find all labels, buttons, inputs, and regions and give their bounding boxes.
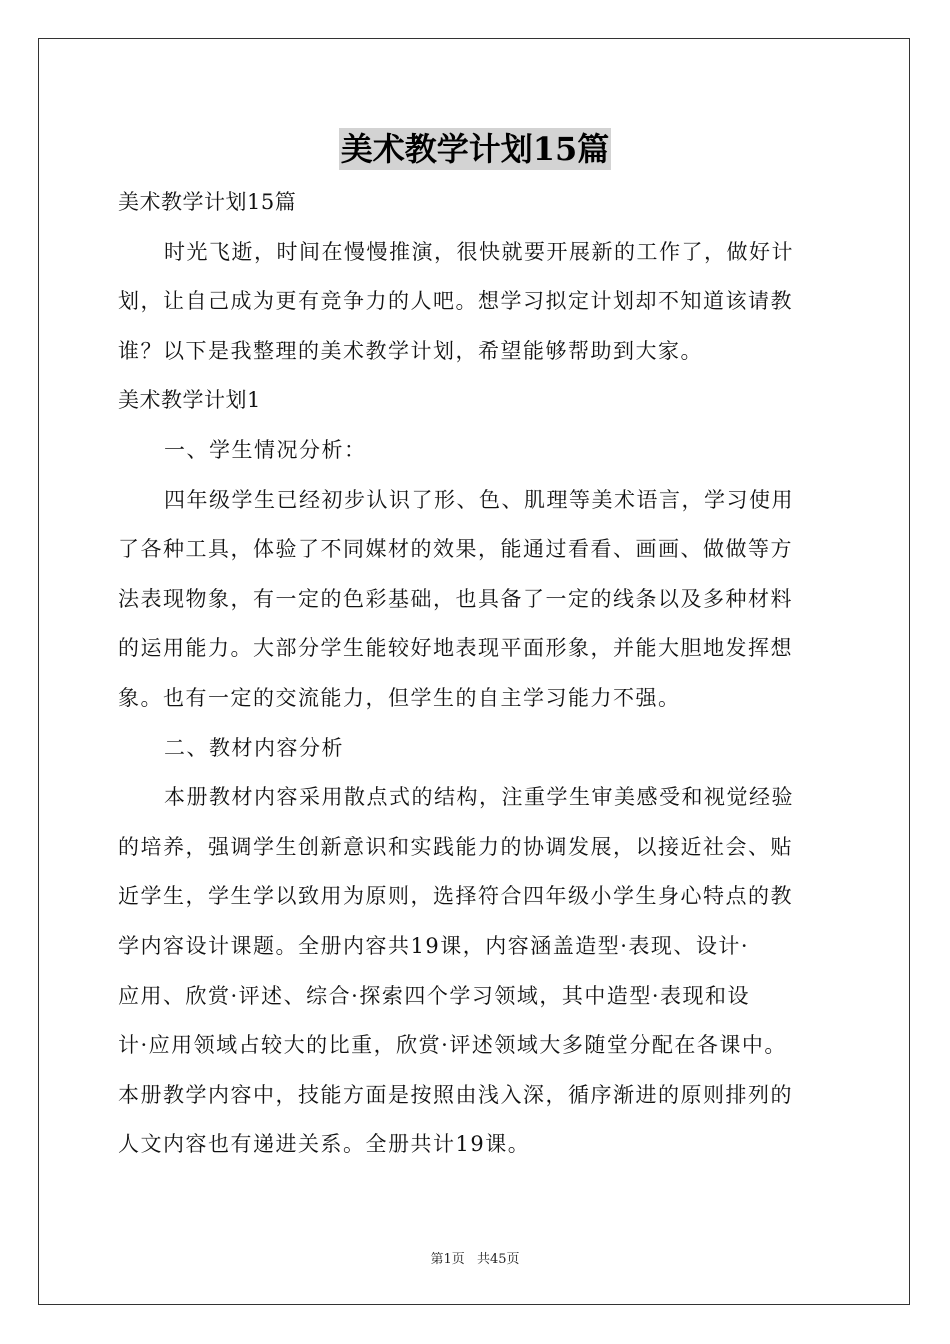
document-title: 美术教学计划15篇: [340, 130, 610, 168]
paragraph-line: 谁？以下是我整理的美术教学计划，希望能够帮助到大家。: [118, 338, 703, 363]
section-heading: 美术教学计划1: [118, 388, 261, 413]
paragraph-line: 四年级学生已经初步认识了形、色、肌理等美术语言，学习使用: [164, 487, 794, 512]
paragraph-line: 学内容设计课题。全册内容共19课，内容涵盖造型·表现、设计·: [118, 933, 750, 958]
document-body: [118, 178, 840, 1170]
paragraph-line: 应用、欣赏·评述、综合·探索四个学习领域，其中造型·表现和设: [118, 983, 751, 1008]
paragraph-line: 象。也有一定的交流能力，但学生的自主学习能力不强。: [118, 685, 681, 710]
paragraph-line: 近学生，学生学以致用为原则，选择符合四年级小学生身心特点的教: [118, 884, 793, 909]
subtitle-line: 美术教学计划15篇: [118, 190, 297, 214]
paragraph-line: 了各种工具，体验了不同媒材的效果，能通过看看、画画、做做等方: [118, 537, 793, 562]
paragraph-line: 人文内容也有递进关系。全册共计19课。: [118, 1132, 531, 1157]
page-footer: [0, 1248, 950, 1267]
paragraph-line: 法表现物象，有一定的色彩基础，也具备了一定的线条以及多种材料: [118, 586, 793, 611]
paragraph-line: 时光飞逝，时间在慢慢推演，很快就要开展新的工作了，做好计: [164, 239, 794, 264]
subsection-heading: 一、学生情况分析：: [164, 437, 367, 462]
page-total: 共45页: [476, 1252, 520, 1267]
paragraph-line: 计·应用领域占较大的比重，欣赏·评述领域大多随堂分配在各课中。: [118, 1033, 787, 1058]
paragraph-line: 本册教材内容采用散点式的结构，注重学生审美感受和视觉经验: [164, 785, 794, 810]
title-container: [0, 128, 950, 170]
paragraph-line: 本册教学内容中，技能方面是按照由浅入深，循序渐进的原则排列的: [118, 1082, 793, 1107]
paragraph-line: 划，让自己成为更有竞争力的人吧。想学习拟定计划却不知道该请教: [118, 289, 793, 314]
page-number: 第1页: [430, 1252, 465, 1267]
paragraph-line: 的培养，强调学生创新意识和实践能力的协调发展，以接近社会、贴: [118, 834, 793, 859]
subsection-heading: 二、教材内容分析: [164, 735, 344, 760]
paragraph-line: 的运用能力。大部分学生能较好地表现平面形象，并能大胆地发挥想: [118, 636, 793, 661]
